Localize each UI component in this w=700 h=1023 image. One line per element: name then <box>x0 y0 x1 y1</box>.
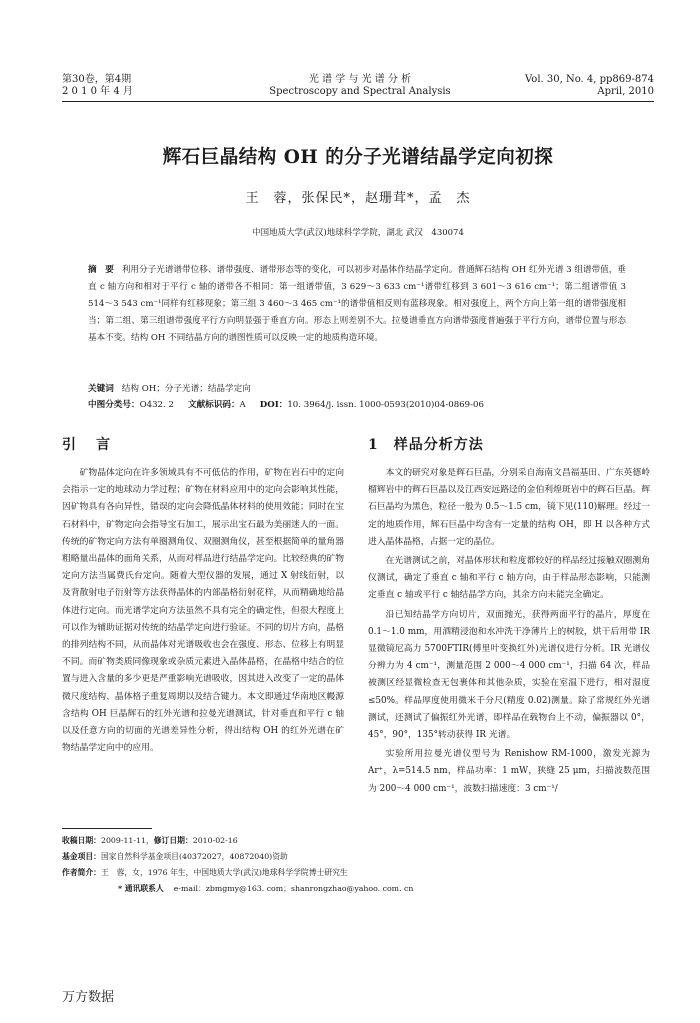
watermark-text: 万方数据 <box>62 990 115 1005</box>
keywords <box>88 381 626 397</box>
keywords-text: 结构 OH；分子光谱；结晶学定向 <box>121 384 251 394</box>
abstract-label: 摘 要 <box>88 265 114 275</box>
journal-name-cn: 光 谱 学 与 光 谱 分 析 <box>308 74 412 85</box>
header-divider <box>62 101 654 102</box>
publication-month: April, 2010 <box>597 86 654 97</box>
fund-label: 基金项目： <box>62 852 101 861</box>
clc-value: O432. 2 <box>139 400 174 410</box>
received-date: 2009-11-11， <box>100 836 154 845</box>
bio-text: 王 蓉，女，1976 年生，中国地质大学(武汉)地球科学学院博士研究生 <box>100 868 348 877</box>
contact-email: e-mail：zbmgmy@163. com；shanrongzhao@yahoo. com. cn <box>173 884 414 893</box>
footnote-dates <box>62 833 652 849</box>
received-label: 收稿日期： <box>62 836 101 845</box>
keywords-label: 关键词 <box>88 384 114 394</box>
clc-label: 中图分类号： <box>88 400 140 410</box>
contact-label: * 通讯联系人 <box>118 884 164 893</box>
journal-volume-info <box>62 74 232 98</box>
doi-label: DOI： <box>259 400 288 410</box>
s1-paragraph: 本文的研究对象是辉石巨晶，分别采自海南文昌福基田、广东英德岭榴辉岩中的辉石巨晶以及江西安远路迳的金伯利煌斑岩中的辉石巨晶。辉石巨晶均为黑色，粒径一般为 0.5～1.5 cm，镜下见(110)解理。经过一定的地质作用，辉石巨晶中均含有一定量的结构 OH，即 H 以各种方式进入晶体晶格，占据一定的晶位。 <box>368 468 650 547</box>
footnote-contact <box>62 881 652 897</box>
footnotes <box>62 833 652 897</box>
journal-page-info <box>434 74 654 98</box>
s1-paragraph: 在光谱测试之前，对晶体形状和粒度都较好的样品经过接触双圈测角仪测试，确定了垂直 c 轴和平行 c 轴方向，由于样品形态影响，只能测定垂直 c 轴或平行 c 轴结晶学方向，其余方向未能完全确定。 <box>368 556 650 601</box>
volume-issue: 第30卷，第4期 <box>62 74 132 85</box>
doi-value: 10. 3964/j. issn. 1000-0593(2010)04-0869-06 <box>287 400 484 410</box>
footnote-divider <box>62 828 152 829</box>
section-1-heading: 1 样品分析方法 <box>368 437 484 453</box>
revised-date: 2010-02-16 <box>192 836 238 845</box>
revised-label: 修订日期： <box>153 836 193 845</box>
classification-line <box>88 397 648 413</box>
journal-name-en: Spectroscopy and Spectral Analysis <box>269 86 451 97</box>
doc-code-label: 文献标识码： <box>187 400 240 410</box>
introduction-heading: 引 言 <box>62 437 113 453</box>
intro-paragraph: 矿物晶体定向在许多领域具有不可低估的作用，矿物在岩石中的定向会指示一定的地球动力学过程；矿物在材料应用中的定向会影响其性能，因矿物具有各向异性，错误的定向会降低晶体材料的使用效能；同时在宝石材料中，矿物定向会指导宝石加工，展示出宝石最为美丽迷人的一面。传统的矿物定向方法有单圈测角仪、双圈测角仪，甚至根据简单的量角器粗略量出晶体的面角关系，从而对样品进行结晶学定向。比较经典的矿物定向方法当属费氏台定向。随着大型仪器的发展，通过 X 射线衍射，以及背散射电子衍射等方法获得晶体的内部晶格衍射花样，从而精确地给晶体进行定向。而光谱学定向方法虽然不具有完全的确定性，但很大程度上可以作为辅助证据对传统的结晶学定向进行验证。不同的切片方向，晶格的排列结构不同，从而晶体对光谱吸收也会在强度、形态、位移上有明显不同。而矿物类质同像现象或杂质元素进入晶体晶格，在晶格中结合的位置与进入含量的多少更是严重影响光谱吸收，因其进入改变了一定的晶体微尺度结构、晶体格子重复周期以及结合键力。本文即通过华南地区幔源含结构 OH 巨晶辉石的红外光谱和拉曼光谱测试，针对垂直和平行 c 轴以及任意方向的切面的光谱差异性分析，得出结构 OH 的红外光谱在矿物结晶学定向中的应用。 <box>62 468 344 754</box>
bio-label: 作者简介： <box>62 868 101 877</box>
fund-text: 国家自然科学基金项目(40372027，40872040)资助 <box>100 852 288 861</box>
abstract-text: 利用分子光谱谱带位移、谱带强度、谱带形态等的变化，可以初步对晶体作结晶学定向。普通辉石结构 OH 红外光谱 3 组谱带值，垂直 c 轴方向和相对于平行 c 轴的谱带各不相同：第一组谱带值，3 629～3 633 cm⁻¹谱带红移到 3 601～3 616 cm⁻¹；第二组谱带值 3 514～3 543 cm⁻¹同样有红移现象；第三组 3 460～3 465 cm⁻¹的谱带值相反则有蓝移现象。相对强度上，两个方向上第一组的谱带强度相当；第二组、第三组谱带强度平行方向明显强于垂直方向。形态上则差别不大。拉曼谱垂直方向谱带强度普遍强于平行方向，谱带位置与形态基本不变。结构 OH 不同结晶方向的谱图性质可以反映一定的地质构造环境。 <box>88 265 626 343</box>
paper-title: 辉石巨晶结构 OH 的分子光谱结晶学定向初探 <box>162 147 554 168</box>
footnote-bio <box>62 865 652 881</box>
s1-paragraph: 实验所用拉曼光谱仪型号为 Renishow RM-1000，激发光源为 Ar⁺，λ=514.5 nm，样品功率：1 mW，狭缝 25 μm，扫描波数范围为 200～4 000 cm⁻¹，波数扫描速度：3 cm⁻¹/ <box>368 749 650 794</box>
introduction-body <box>62 465 344 759</box>
author-affiliation: 中国地质大学(武汉)地球科学学院，湖北 武汉 430074 <box>252 228 464 238</box>
paper-authors: 王 蓉，张保民*，赵珊茸*，孟 杰 <box>245 191 471 206</box>
s1-paragraph: 沿已知结晶学方向切片，双面抛光，获得两面平行的晶片，厚度在 0.1～1.0 mm，用酒精浸泡和水冲洗干净薄片上的树胶，烘干后用带 IR 显微镜尼高力 5700FTIR(傅里叶变换红外)光谱仪进行分析。IR 光谱仪分辨力为 4 cm⁻¹，测量范围 2 000～4 000 cm⁻¹，扫描 64 次，样品被测区经显微检查无包裹体和其他杂质，实验在室温下进行，相对湿度≤50%。样品厚度使用微米千分尺(精度 0.02)测量。除了常规红外光谱测试，还测试了偏振红外光谱，即样品在载物台上不动，偏振器以 0°，45°，90°，135°转动获得 IR 光谱。 <box>368 609 650 741</box>
volume-pages: Vol. 30, No. 4, pp869-874 <box>525 74 654 85</box>
section-1-body <box>368 465 650 800</box>
abstract <box>88 262 626 347</box>
publication-date: 2 0 1 0 年 4 月 <box>62 86 133 97</box>
footnote-fund <box>62 849 652 865</box>
doc-code-value: A <box>239 400 246 410</box>
